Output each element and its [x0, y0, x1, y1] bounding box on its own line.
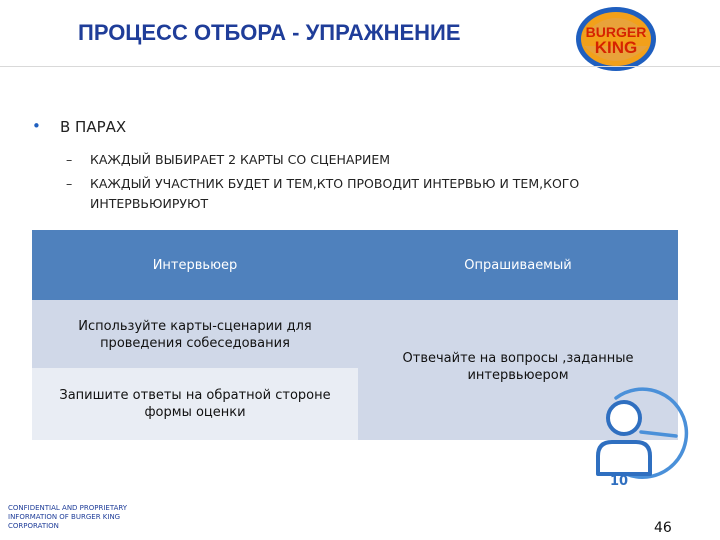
svg-text:KING: KING — [594, 38, 638, 57]
cell-use-cards: Используйте карты-сценарии для проведения собеседования — [32, 300, 358, 368]
page-number: 46 — [654, 520, 672, 536]
cell-answer-questions: Отвечайте на вопросы ,заданные интервьюером — [358, 300, 678, 440]
roles-table — [32, 230, 678, 440]
footer-confidential: CONFIDENTIAL AND PROPRIETARY INFORMATION OF BURGER KING CORPORATION — [8, 504, 128, 530]
dash-icon: – — [66, 152, 73, 167]
header-interviewee: Опрашиваемый — [358, 230, 678, 300]
slide-title: ПРОЦЕСС ОТБОРА - УПРАЖНЕНИЕ — [78, 20, 461, 45]
subbullet-roles-continuation: ИНТЕРВЬЮИРУЮТ — [90, 196, 209, 211]
timer-value: 10 — [610, 474, 629, 489]
person-clock-icon — [586, 378, 696, 498]
burger-king-logo — [572, 4, 660, 74]
header-interviewer: Интервьюер — [32, 230, 358, 300]
dash-icon: – — [66, 176, 73, 191]
bullet-icon: • — [32, 117, 41, 135]
svg-text:BURGER: BURGER — [585, 24, 647, 40]
header-divider — [0, 66, 720, 67]
cell-write-answers: Запишите ответы на обратной стороне формы оценки — [32, 368, 358, 440]
